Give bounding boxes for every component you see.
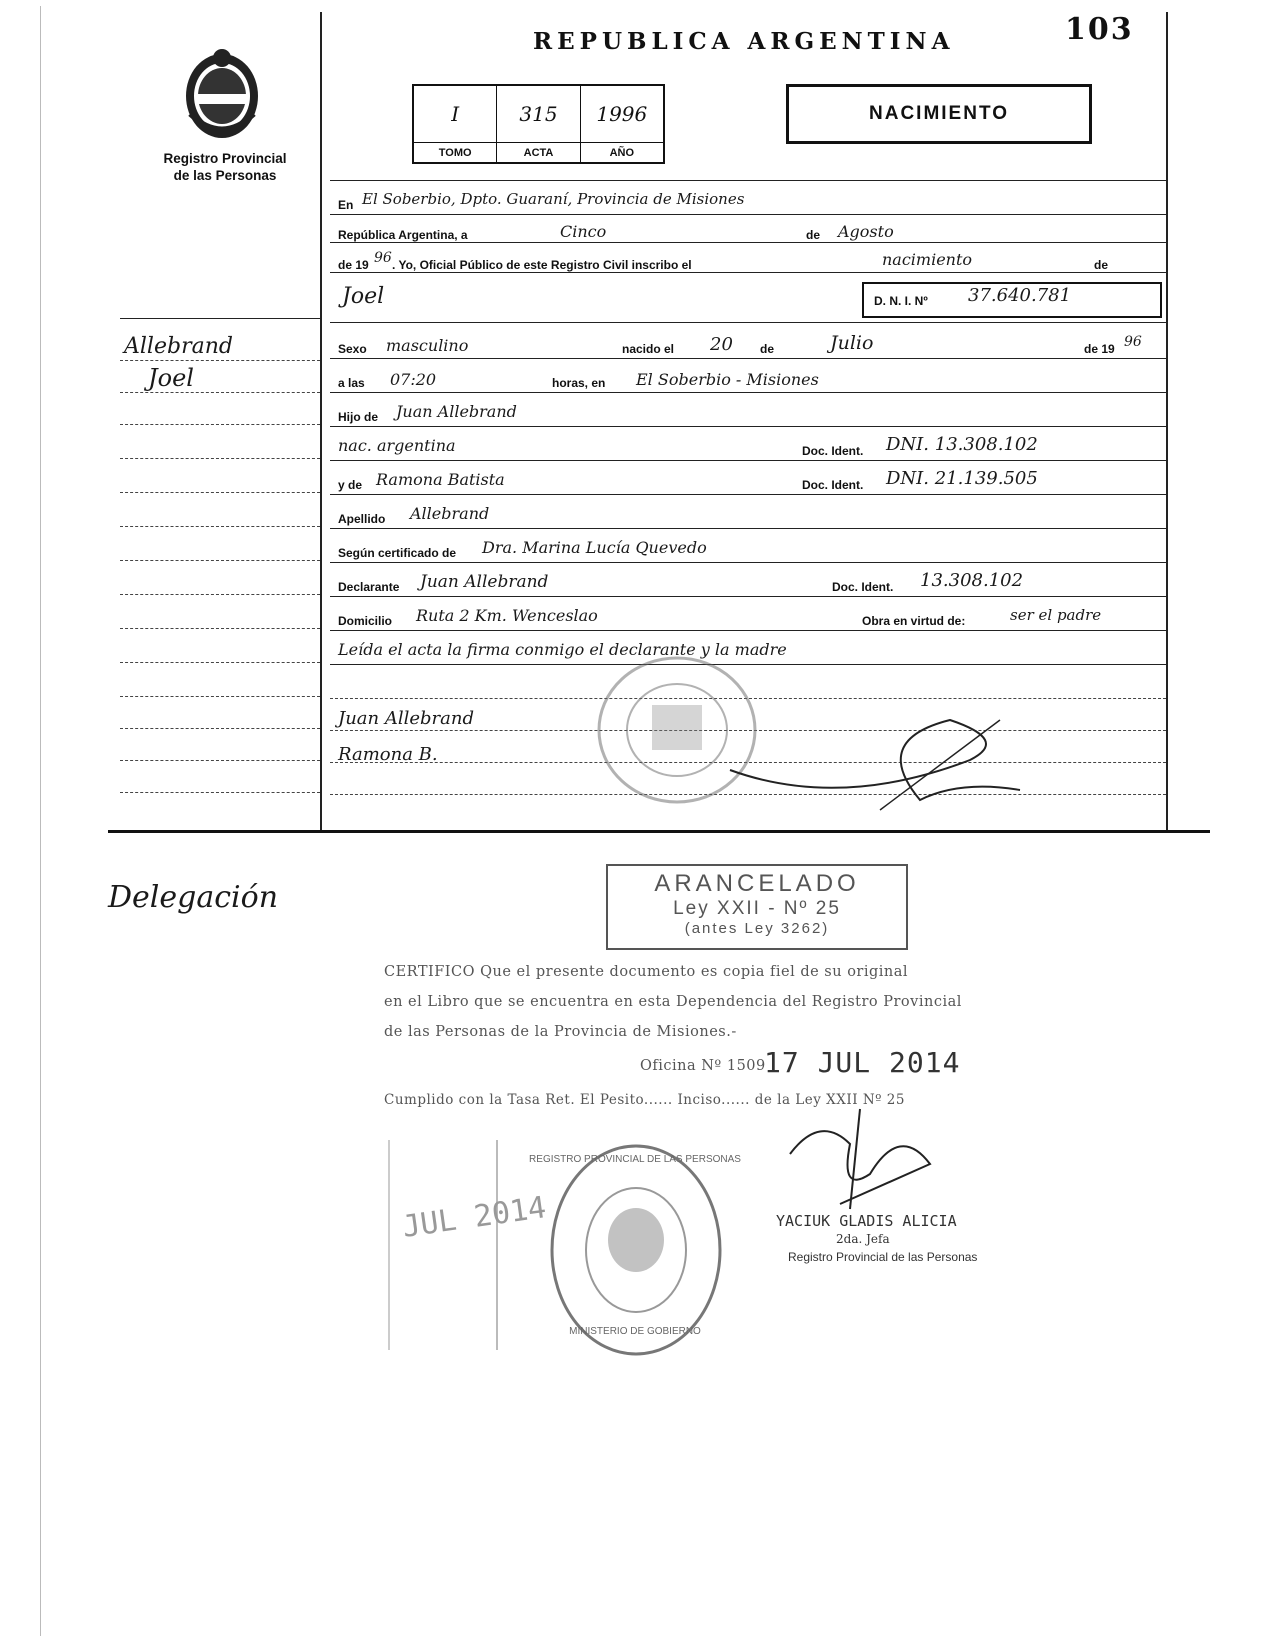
father-doc-value: DNI. 13.308.102 bbox=[886, 434, 1038, 455]
doc-ident-label-2: Doc. Ident. bbox=[802, 478, 864, 492]
mother-doc-value: DNI. 21.139.505 bbox=[886, 468, 1038, 489]
tomo-column bbox=[414, 86, 497, 162]
country-title: REPUBLICA ARGENTINA bbox=[533, 28, 955, 55]
form-rule bbox=[330, 272, 1166, 273]
signer-organization: Registro Provincial de las Personas bbox=[788, 1250, 978, 1264]
obra-label: Obra en virtud de: bbox=[862, 614, 966, 628]
form-rule bbox=[330, 180, 1166, 181]
republica-label: República Argentina, a bbox=[338, 228, 468, 242]
cert-line-5: Cumplido con la Tasa Ret. El Pesito...... Inciso...... de la Ley XXII Nº 25 bbox=[384, 1092, 905, 1108]
place-value: El Soberbio, Dpto. Guaraní, Provincia de Misiones bbox=[362, 190, 745, 208]
signature-mother: Ramona B. bbox=[338, 744, 438, 765]
declarante-value: Juan Allebrand bbox=[420, 572, 549, 592]
en-label: En bbox=[338, 198, 354, 212]
margin-line bbox=[120, 728, 320, 729]
segun-label: Según certificado de bbox=[338, 546, 457, 560]
margin-line bbox=[120, 662, 320, 663]
coat-of-arms-icon bbox=[180, 44, 264, 144]
right-border bbox=[1166, 12, 1168, 832]
a-las-label: a las bbox=[338, 376, 365, 390]
dni-value: 37.640.781 bbox=[968, 285, 1072, 306]
doc-ident-label-3: Doc. Ident. bbox=[832, 580, 894, 594]
horas-en-label: horas, en bbox=[552, 376, 606, 390]
form-rule bbox=[330, 242, 1166, 243]
margin-line bbox=[120, 594, 320, 595]
tomo-value: I bbox=[451, 102, 460, 126]
reading-note: Leída el acta la firma conmigo el declarante y la madre bbox=[338, 640, 787, 659]
obra-value: ser el padre bbox=[1010, 606, 1102, 624]
ano-label: AÑO bbox=[581, 142, 663, 162]
sexo-value: masculino bbox=[386, 336, 469, 355]
form-bottom-rule bbox=[108, 830, 1210, 833]
birth-place-value: El Soberbio - Misiones bbox=[636, 370, 819, 389]
ano-value: 1996 bbox=[596, 102, 648, 126]
act-type-box bbox=[786, 84, 1092, 144]
margin-top-rule bbox=[120, 318, 320, 319]
de19-label: de 19 bbox=[1084, 342, 1115, 356]
margin-line bbox=[120, 458, 320, 459]
margin-line bbox=[120, 696, 320, 697]
seal-text-top: REGISTRO PROVINCIAL DE LAS PERSONAS bbox=[529, 1154, 741, 1165]
form-rule bbox=[330, 630, 1166, 631]
date-stamp: 17 JUL 2014 bbox=[764, 1046, 961, 1079]
birth-month-value: Julio bbox=[830, 332, 874, 354]
year-value: 96 bbox=[374, 250, 392, 266]
de-label: de bbox=[806, 228, 821, 242]
margin-line bbox=[120, 526, 320, 527]
acta-value: 315 bbox=[519, 102, 558, 126]
year-prefix-label: de 19 bbox=[338, 258, 369, 272]
fee-stamp bbox=[606, 864, 908, 950]
form-rule bbox=[330, 494, 1166, 495]
page-number: 103 bbox=[1065, 12, 1134, 47]
margin-line bbox=[120, 424, 320, 425]
hijo-label: Hijo de bbox=[338, 410, 379, 424]
domicilio-label: Domicilio bbox=[338, 614, 393, 628]
officer-text: . Yo, Oficial Público de este Registro Civil inscribo el bbox=[392, 258, 692, 272]
cert-line-3: de las Personas de la Provincia de Misiones.- bbox=[384, 1024, 737, 1040]
apellido-label: Apellido bbox=[338, 512, 386, 526]
birth-day-value: 20 bbox=[710, 334, 733, 355]
registry-name bbox=[128, 150, 322, 184]
seal-text-bottom: MINISTERIO DE GOBIERNO bbox=[569, 1326, 701, 1337]
dni-label: D. N. I. Nº bbox=[874, 294, 928, 308]
apellido-value: Allebrand bbox=[410, 504, 490, 523]
father-nationality-value: nac. argentina bbox=[338, 436, 456, 455]
delegation-note: Delegación bbox=[108, 880, 279, 915]
mother-value: Ramona Batista bbox=[376, 470, 505, 489]
form-rule bbox=[330, 322, 1166, 323]
acta-label: ACTA bbox=[497, 142, 579, 162]
page-edge bbox=[40, 6, 41, 1636]
margin-line bbox=[120, 392, 320, 393]
form-rule bbox=[330, 562, 1166, 563]
name-value: Joel bbox=[342, 284, 385, 309]
margin-surname: Allebrand bbox=[124, 334, 233, 359]
father-value: Juan Allebrand bbox=[396, 402, 517, 421]
registry-name-line1: Registro Provincial bbox=[163, 151, 287, 166]
officer-signature-icon bbox=[720, 700, 1030, 830]
day-value: Cinco bbox=[560, 222, 607, 241]
ano-column bbox=[581, 86, 663, 162]
form-rule bbox=[330, 392, 1166, 393]
margin-line bbox=[120, 560, 320, 561]
birth-year-value: 96 bbox=[1124, 334, 1142, 350]
record-id-box bbox=[412, 84, 665, 164]
month-value: Agosto bbox=[838, 222, 894, 241]
margin-line bbox=[120, 628, 320, 629]
cert-line-4: Oficina Nº 1509 bbox=[640, 1058, 766, 1074]
cert-line-1: CERTIFICO Que el presente documento es copia fiel de su original bbox=[384, 964, 909, 980]
form-rule bbox=[330, 426, 1166, 427]
form-rule bbox=[330, 596, 1166, 597]
stamp-frame bbox=[388, 1140, 498, 1350]
left-column-divider bbox=[320, 12, 322, 830]
signer-signature-icon bbox=[780, 1104, 950, 1214]
declarante-label: Declarante bbox=[338, 580, 400, 594]
de-label-2: de bbox=[1094, 258, 1109, 272]
tomo-label: TOMO bbox=[414, 142, 496, 162]
signature-declarante: Juan Allebrand bbox=[338, 708, 474, 729]
certificate-value: Dra. Marina Lucía Quevedo bbox=[482, 538, 707, 557]
de-label-3: de bbox=[760, 342, 775, 356]
signer-role: 2da. Jefa bbox=[836, 1232, 890, 1246]
acta-column bbox=[497, 86, 580, 162]
act-type-label: NACIMIENTO bbox=[869, 103, 1009, 124]
y-de-label: y de bbox=[338, 478, 363, 492]
inscription-value: nacimiento bbox=[882, 250, 973, 269]
margin-first-name: Joel bbox=[148, 364, 194, 392]
fee-stamp-line1: ARANCELADO bbox=[654, 870, 860, 897]
doc-ident-label: Doc. Ident. bbox=[802, 444, 864, 458]
nacido-label: nacido el bbox=[622, 342, 675, 356]
hour-value: 07:20 bbox=[390, 370, 437, 389]
cert-line-2: en el Libro que se encuentra en esta Dependencia del Registro Provincial bbox=[384, 994, 962, 1010]
dni-box bbox=[862, 282, 1162, 318]
signer-name: YACIUK GLADIS ALICIA bbox=[776, 1212, 957, 1230]
form-rule bbox=[330, 528, 1166, 529]
margin-line bbox=[120, 760, 320, 761]
margin-line bbox=[120, 792, 320, 793]
sexo-label: Sexo bbox=[338, 342, 367, 356]
registry-name-line2: de las Personas bbox=[173, 168, 277, 183]
domicilio-value: Ruta 2 Km. Wenceslao bbox=[416, 606, 598, 625]
form-rule bbox=[330, 214, 1166, 215]
form-rule bbox=[330, 358, 1166, 359]
fee-stamp-line3: (antes Ley 3262) bbox=[684, 920, 830, 937]
margin-line bbox=[120, 360, 320, 361]
margin-line bbox=[120, 492, 320, 493]
declarante-doc-value: 13.308.102 bbox=[920, 570, 1024, 591]
fee-stamp-line2: Ley XXII - Nº 25 bbox=[673, 898, 841, 919]
form-rule bbox=[330, 460, 1166, 461]
round-stamp-date: JUL 2014 bbox=[400, 1190, 549, 1245]
